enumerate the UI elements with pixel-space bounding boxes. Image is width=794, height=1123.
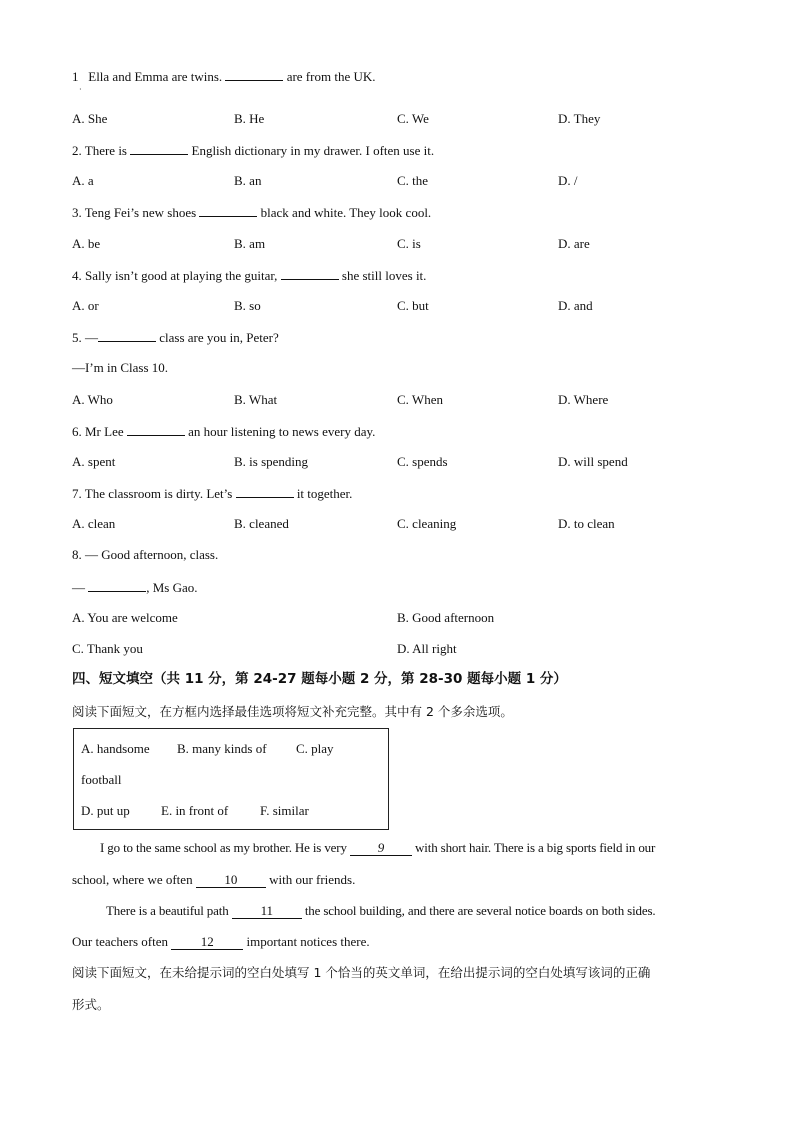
q7-option-b[interactable]: B. cleaned [234, 516, 289, 531]
q8-stem: 8. — Good afternoon, class. [72, 547, 219, 562]
section-instruction-2-cont: 形式。 [72, 997, 110, 1012]
q8-option-b[interactable]: B. Good afternoon [397, 610, 495, 625]
q5-option-c[interactable]: C. When [397, 392, 443, 407]
q7-option-d[interactable]: D. to clean [558, 516, 615, 531]
passage-line-1: I go to the same school as my brother. He is very 9 with short hair. There is a big sports field in our [100, 840, 656, 855]
answer-blank[interactable] [225, 68, 283, 81]
q8-option-d[interactable]: D. All right [397, 641, 457, 656]
q6-option-c[interactable]: C. spends [397, 454, 448, 469]
word-bank-box [73, 728, 389, 830]
q1-option-c[interactable]: C. We [397, 111, 429, 126]
q4-option-b[interactable]: B. so [234, 298, 261, 313]
passage-line-4: Our teachers often 12 important notices there. [72, 934, 370, 949]
q3-option-b[interactable]: B. am [234, 236, 266, 251]
word-option-c-continued[interactable]: football [81, 772, 122, 787]
answer-blank[interactable] [88, 579, 146, 592]
section-instruction: 阅读下面短文，在方框内选择最佳选项将短文补充完整。其中有 2 个多余选项。 [72, 704, 513, 719]
q2-stem: 2. There is English dictionary in my drawer. I often use it. [72, 143, 435, 158]
answer-blank[interactable] [130, 142, 188, 155]
q2-option-c[interactable]: C. the [397, 173, 429, 188]
passage-line-2: school, where we often 10 with our friends. [72, 872, 356, 887]
q7-option-c[interactable]: C. cleaning [397, 516, 457, 531]
q5-option-b[interactable]: B. What [234, 392, 278, 407]
q8-reply-line: — , Ms Gao. [72, 580, 198, 595]
word-option-a[interactable]: A. handsome [81, 741, 150, 756]
word-option-e[interactable]: E. in front of [161, 803, 229, 818]
blank-10[interactable]: 10 [196, 873, 266, 888]
answer-blank[interactable] [281, 267, 339, 280]
q7-option-a[interactable]: A. clean [72, 516, 116, 531]
q5-option-a[interactable]: A. Who [72, 392, 113, 407]
q3-option-d[interactable]: D. are [558, 236, 590, 251]
section-heading: 四、短文填空（共 11 分，第 24-27 题每小题 2 分，第 28-30 题每小题 1 分） [72, 671, 567, 687]
q5-stem: 5. — class are you in, Peter? [72, 330, 279, 345]
q2-option-a[interactable]: A. a [72, 173, 94, 188]
q1-option-a[interactable]: A. She [72, 111, 108, 126]
q4-option-a[interactable]: A. or [72, 298, 99, 313]
q3-option-a[interactable]: A. be [72, 236, 101, 251]
q6-option-d[interactable]: D. will spend [558, 454, 628, 469]
q5-option-d[interactable]: D. Where [558, 392, 609, 407]
answer-blank[interactable] [127, 423, 185, 436]
q3-option-c[interactable]: C. is [397, 236, 421, 251]
q8-option-a[interactable]: A. You are welcome [72, 610, 178, 625]
q4-option-c[interactable]: C. but [397, 298, 429, 313]
word-option-f[interactable]: F. similar [260, 803, 309, 818]
blank-9[interactable]: 9 [350, 841, 412, 856]
dot-mark: · [79, 85, 82, 94]
q8-option-c[interactable]: C. Thank you [72, 641, 143, 656]
q1-option-d[interactable]: D. They [558, 111, 601, 126]
q5-answer-line: —I’m in Class 10. [72, 360, 169, 375]
q1-option-b[interactable]: B. He [234, 111, 265, 126]
blank-11[interactable]: 11 [232, 904, 302, 919]
answer-blank[interactable] [236, 485, 294, 498]
q4-stem: 4. Sally isn’t good at playing the guitar, she still loves it. [72, 268, 427, 283]
blank-12[interactable]: 12 [171, 935, 243, 950]
q6-stem: 6. Mr Lee an hour listening to news every day. [72, 424, 376, 439]
answer-blank[interactable] [199, 204, 257, 217]
answer-blank[interactable] [98, 329, 156, 342]
q4-option-d[interactable]: D. and [558, 298, 593, 313]
word-option-b[interactable]: B. many kinds of [177, 741, 267, 756]
q1-stem: 1 Ella and Emma are twins. are from the UK. [72, 69, 376, 84]
q6-option-b[interactable]: B. is spending [234, 454, 309, 469]
q2-option-d[interactable]: D. / [558, 173, 578, 188]
q3-stem: 3. Teng Fei’s new shoes black and white. They look cool. [72, 205, 432, 220]
q7-stem: 7. The classroom is dirty. Let’s it together. [72, 486, 353, 501]
q2-option-b[interactable]: B. an [234, 173, 262, 188]
q6-option-a[interactable]: A. spent [72, 454, 116, 469]
passage-line-3: There is a beautiful path 11 the school building, and there are several notice boards on both sides. [106, 903, 656, 918]
word-option-d[interactable]: D. put up [81, 803, 130, 818]
section-instruction-2: 阅读下面短文，在未给提示词的空白处填写 1 个恰当的英文单词，在给出提示词的空白处填写该词的正确 [72, 965, 651, 980]
word-option-c[interactable]: C. play [296, 741, 334, 756]
